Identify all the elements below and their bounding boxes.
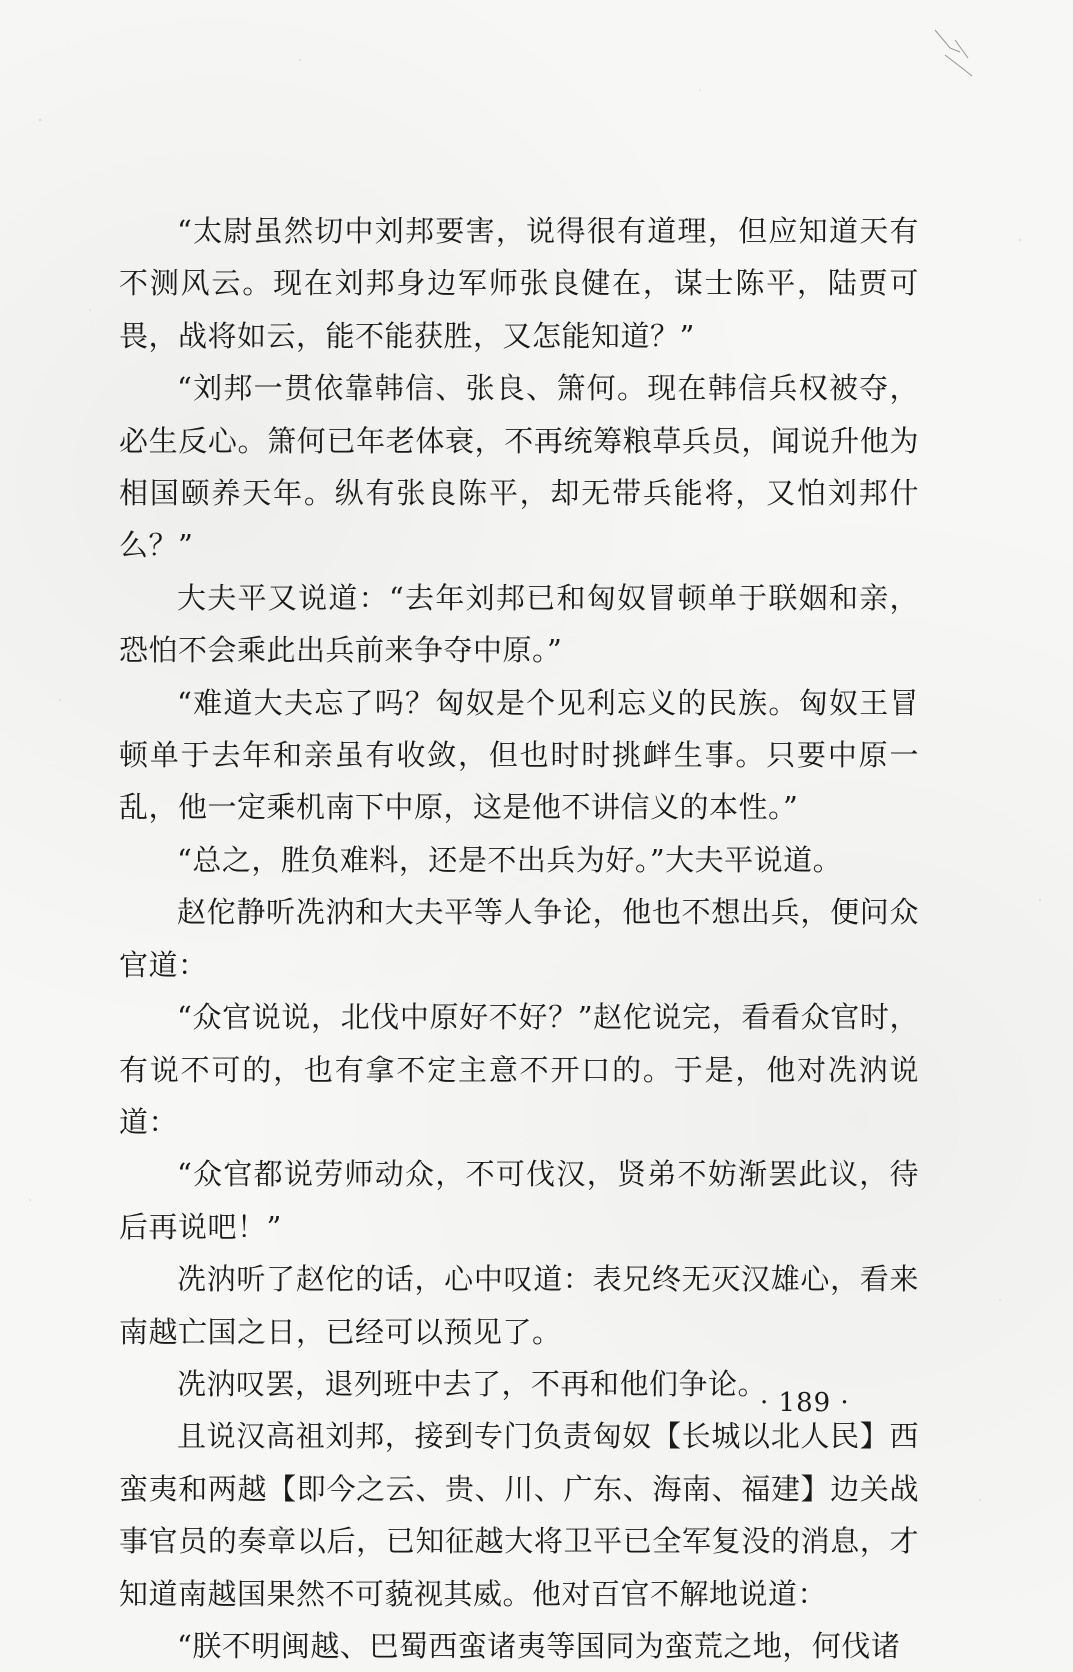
paragraph: “众官都说劳师动众，不可伐汉，贤弟不妨渐罢此议，待后再说吧！” <box>119 1157 919 1244</box>
paragraph: “总之，胜负难料，还是不出兵为好。”大夫平说道。 <box>177 842 843 877</box>
paragraph: “太尉虽然切中刘邦要害，说得很有道理，但应知道天有不测风云。现在刘邦身边军师张良健在，谋士陈平，陆贾可畏，战将如云，能不能获胜，又怎能知道？” <box>119 214 919 353</box>
paragraph: 大夫平又说道：“去年刘邦已和匈奴冒顿单于联姻和亲，恐怕不会乘此出兵前来争夺中原。” <box>119 580 919 668</box>
body-text <box>119 205 919 1672</box>
paragraph: “众官说说，北伐中原好不好？”赵佗说完，看看众官时，有说不可的，也有拿不定主意不开口的。于是，他对冼汭说道： <box>119 1000 919 1139</box>
paragraph: “朕不明闽越、巴蜀西蛮诸夷等国同为蛮荒之地，何伐诸 <box>177 1628 901 1663</box>
paragraph: “刘邦一贯依靠韩信、张良、箫何。现在韩信兵权被夺，必生反心。箫何已年老体衰，不再统筹粮草兵员，闻说升他为相国颐养天年。纵有张良陈平，却无带兵能将，又怕刘邦什么？” <box>119 371 919 563</box>
paragraph: 冼汭听了赵佗的话，心中叹道：表兄终无灭汉雄心，看来南越亡国之日，已经可以预见了。 <box>119 1262 919 1349</box>
paragraph: 赵佗静听冼汭和大夫平等人争论，他也不想出兵，便问众官道： <box>119 895 919 982</box>
paragraph: 且说汉高祖刘邦，接到专门负责匈奴【长城以北人民】西蛮夷和两越【即今之云、贵、川、广东、海南、福建】边关战事官员的奏章以后，已知征越大将卫平已全军复没的消息，才知道南越国果然不可藐视其威。他对百官不解地说道： <box>119 1419 919 1611</box>
paragraph: “难道大夫忘了吗？匈奴是个见利忘义的民族。匈奴王冒顿单于去年和亲虽有收敛，但也时时挑衅生事。只要中原一乱，他一定乘机南下中原，这是他不讲信义的本性。” <box>119 685 919 825</box>
paragraph: 冼汭叹罢，退列班中去了，不再和他们争论。 <box>177 1366 768 1401</box>
page-number: · 189 · <box>760 1388 850 1418</box>
